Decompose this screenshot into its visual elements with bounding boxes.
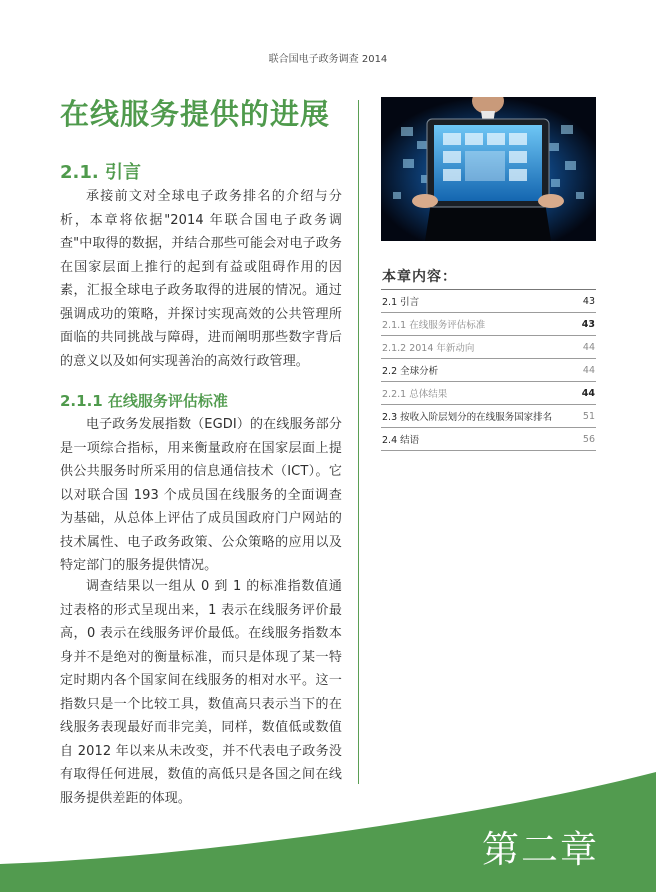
column-divider [358, 100, 359, 784]
toc-item[interactable] [381, 290, 596, 313]
section-heading-2-1: 2.1. 引言 [60, 162, 141, 183]
section-heading-2-1-1: 2.1.1 在线服务评估标准 [60, 392, 228, 410]
hero-illustration [381, 97, 596, 241]
chapter-number-mark: 第二章 [482, 828, 599, 871]
toc-item-label: 2.1 引言 [382, 297, 420, 308]
toc-item[interactable] [381, 313, 596, 336]
section-2-1-1-paragraph-1: 电子政务发展指数（EGDI）的在线服务部分是一项综合指标，用来衡量政府在国家层面上提供公共服务时所采用的信息通信技术（ICT）。它以对联合国 193 个成员国在线服务的全面调查为基础，从总体上评估了成员国政府门户网站的技术属性、电子政务政策、公众策略的应用以及特定部门的服务提供情况。 [60, 417, 342, 573]
toc-item-label: 2.1.2 2014 年新动向 [382, 343, 475, 354]
toc-item[interactable] [381, 428, 596, 451]
toc-item-label: 2.2.1 总体结果 [382, 389, 448, 400]
running-header: 联合国电子政务调查 2014 [268, 54, 388, 65]
toc-item-label: 2.1.1 在线服务评估标准 [382, 320, 486, 331]
table-of-contents [381, 289, 596, 451]
toc-item[interactable] [381, 359, 596, 382]
toc-item-page: 51 [582, 410, 595, 422]
toc-item-page: 43 [581, 318, 595, 330]
chapter-title: 在线服务提供的进展 [60, 97, 331, 131]
toc-item-page: 44 [582, 364, 595, 376]
section-2-1-1-paragraph-2: 调查结果以一组从 0 到 1 的标准指数值通过表格的形式呈现出来，1 表示在线服务评价最高，0 表示在线服务评价最低。在线服务指数本身并不是绝对的衡量标准，而只是体现了某一特定时期内各个国家间在线服务的相对水平。这一指数只是一个比较工具，数值高只表示当下的在线服务表现最好而非完美，同样，数值低或数值自 2012 年以来从未改变，并不代表电子政务没有取得任何进展，数值的高低只是各国之间在线服务提供差距的体现。 [60, 579, 342, 806]
toc-item[interactable] [381, 336, 596, 359]
toc-item-page: 56 [582, 433, 595, 445]
toc-item-page: 44 [582, 341, 595, 353]
toc-item-label: 2.4 结语 [382, 435, 420, 446]
toc-item-label: 2.3 按收入阶层划分的在线服务国家排名 [382, 412, 553, 423]
toc-item-label: 2.2 全球分析 [382, 366, 439, 377]
toc-item[interactable] [381, 382, 596, 405]
toc-item[interactable] [381, 405, 596, 428]
hero-image [381, 97, 596, 241]
toc-item-page: 43 [582, 295, 595, 307]
section-2-1-paragraph: 承接前文对全球电子政务排名的介绍与分析，本章将依据"2014 年联合国电子政务调查"中取得的数据，并结合那些可能会对电子政务在国家层面上推行的起到有益或阻碍作用的因素，汇报全球电子政务取得的进展的情况。通过强调成功的策略，并探讨实现高效的公共管理所面临的共同挑战与障碍，进而阐明那些数字背后的意义以及如何实现善治的高效行政管理。 [60, 189, 342, 369]
toc-item-page: 44 [581, 387, 595, 399]
toc-heading: 本章内容： [382, 269, 457, 285]
